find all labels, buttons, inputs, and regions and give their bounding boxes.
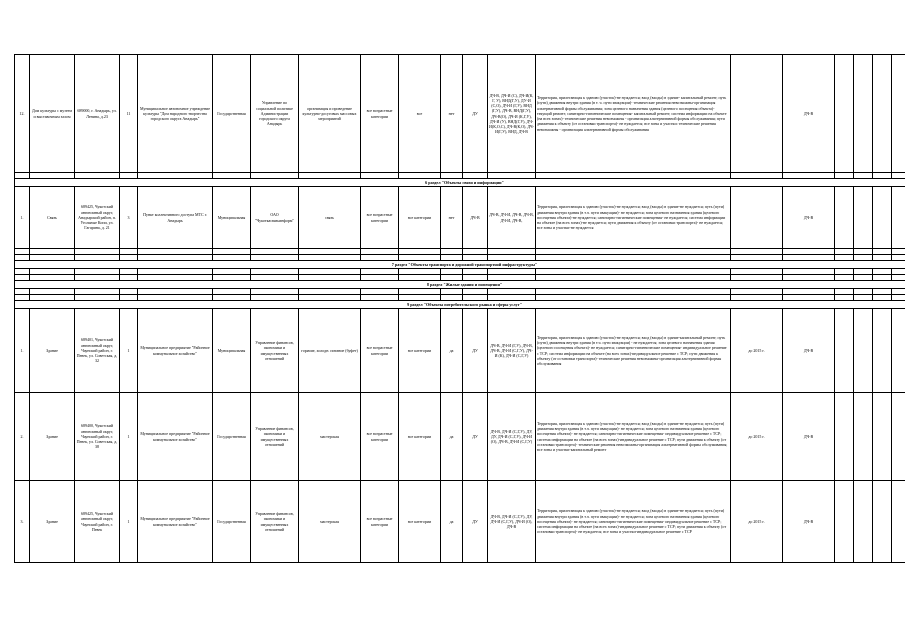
object-type: Здание	[30, 393, 75, 481]
organization-name: Муниципальное предприятие "Районное коммунальное хозяйство"	[138, 393, 213, 481]
zone-states: ДЧ-В, ДЧ-И (С), ДЧ-И(К, Г, У), ВНД(Г,У), ДУ-И (С,О), ДЧ-И (Г,У), ВНД (Г,У), ДЧ-В, ВНД(Г,У), ДЧ-В(О), ДЧ-И (К,Г,У), ДЧ-И (У), ВНД(Г,У), ДЧ-И(К,О,С), ДЧ-В(К,О), ДЧ-И(Г,У), ВНД, ДЧ-В	[488, 55, 536, 173]
expected-result: ДЧ-В	[783, 481, 835, 563]
object-type: Здание	[30, 481, 75, 563]
age-category: все возрастные категории	[361, 55, 399, 173]
adaptation-term: до 2015 г.	[731, 481, 783, 563]
object-address: 689425, Чукотский автономный округ, Анадырский район, п. Угольные Копи, ул. Гагарина, д. 21	[75, 187, 120, 249]
access-status: ДУ	[463, 393, 488, 481]
adaptation-description: Территория, прилегающая к зданию (участок)-не нуждается; вход (входы) в здание-не нуждается; путь (пути) движения внутри здания (в т.ч. пути эвакуации)- не нуждается; зона целевого назначения здания (целевого посещения объекта)-не нуждается; санитарно-гигиенические помещения- не нуждается; система информации на объекте (на всех зонах)-не нуждается; пути движения к объекту (от остановки транспорта)- не нуждается; все зоны и участки-не нуждается	[536, 187, 731, 249]
ownership-form: Государственная	[213, 393, 251, 481]
row-number: 1.	[15, 187, 30, 249]
adaptation-description: Территория, прилегающая к зданию (участок)-не нуждается; вход (входы) в здание-не нуждается; путь (пути) движения внутри здания (в т.ч. пути эвакуации)- не нуждается; зона целевого назначения здания (целевого посещения объекта)- не нуждается; санитарно-гигиенические помещения- индивидуальное решение с ТСР; система информации на объекте (на всех зонах)-индивидуальное решение с ТСР; пути движения к объекту (от остановки транспорта)- технические решения невозможны-организация альтернативной формы обслуживания; все зоны и участки-капитальный ремонт	[536, 393, 731, 481]
accessibility-register-table	[14, 54, 905, 563]
access-status: ДЧ-В	[463, 187, 488, 249]
access-status: ДУ	[463, 309, 488, 393]
adaptation-description: Территория, прилегающая к зданию (участок)-не нуждается; вход (входы) в здание-капитальный ремонт; путь (пути) движения внутри здания (в т.ч. пути эвакуации) - не нуждается; зона целевого назначения здания (целевого посещения объекта)- не нуждается; санитарно-гигиенические помещения- индивидуальное решение с ТСР; система информации на объекте (на всех зонах)-индивидуальное решение с ТСР; пути движения к объекту (от остановки транспорта)- технические решения невозможны-организация альтернативной формы обслуживания	[536, 309, 731, 393]
user-category: все категории	[399, 481, 441, 563]
user-category: все категории	[399, 309, 441, 393]
object-type: Дом культуры с музеем и выставочным залом	[30, 55, 75, 173]
service-type: мастерская	[299, 393, 361, 481]
object-address: 689425, Чукотский автономный округ, Чаунский район, г. Певек	[75, 481, 120, 563]
object-count: 1	[120, 481, 138, 563]
expected-result: ДЧ-В	[783, 309, 835, 393]
row-number: 12.	[15, 55, 30, 173]
participation-flag: нет	[441, 187, 463, 249]
expected-result: ДЧ-В	[783, 187, 835, 249]
service-type: связь	[299, 187, 361, 249]
expected-result: ДЧ-В	[783, 55, 835, 173]
object-count: 3	[120, 187, 138, 249]
object-type: Здание	[30, 309, 75, 393]
section-header	[15, 301, 905, 309]
ownership-form: Государственная	[213, 55, 251, 173]
organization-name: Муниципальное предприятие "Районное коммунальное хозяйство"	[138, 481, 213, 563]
user-category: все категории	[399, 187, 441, 249]
section-8-title: 8 раздел "Жилые здания и помещения"	[15, 281, 905, 289]
access-status: ДУ	[463, 481, 488, 563]
adaptation-term	[731, 55, 783, 173]
table-row	[15, 55, 905, 173]
section-header	[15, 179, 905, 187]
section-header	[15, 281, 905, 289]
section-9-title: 9 раздел "Объекты потребительского рынка и сферы услуг"	[15, 301, 905, 309]
subordination: Управление финансов, экономики и имущественных отношений	[251, 393, 299, 481]
service-type: мастерская	[299, 481, 361, 563]
adaptation-description: Территория, прилегающая к зданию (участок)-не нуждается; вход (входы) в здание-не нуждается; путь (пути) движения внутри здания (в т.ч. пути эвакуации)- не нуждается; зона целевого назначения здания (целевого посещения объекта)- не нуждается; санитарно-гигиенические помещения- индивидуальное решение с ТСР; система информации на объекте (на всех зонах)-индивидуальное решение с ТСР; пути движения к объекту (от остановки транспорта)- не нуждается; все зоны и участки-индивидуальное решение с ТСР	[536, 481, 731, 563]
expected-result: ДЧ-В	[783, 393, 835, 481]
section-7-title: 7 раздел "Объекты транспорта и дорожной транспортной инфраструктуры"	[15, 261, 905, 269]
ownership-form: Муниципальная	[213, 309, 251, 393]
ownership-form: Муниципальная	[213, 187, 251, 249]
participation-flag: нет	[441, 55, 463, 173]
access-status: ДУ	[463, 55, 488, 173]
age-category: все возрастные категории	[361, 393, 399, 481]
organization-name: Муниципальное предприятие "Районное коммунальное хозяйство"	[138, 309, 213, 393]
adaptation-term: до 2015 г.	[731, 393, 783, 481]
zone-states: ДЧ-В, ДЧ-И, ДЧ-В, ДЧ-В, ДЧ-И, ДЧ-В,	[488, 187, 536, 249]
service-type: организация и проведение культурно-досуговых массовых мероприятий	[299, 55, 361, 173]
object-address: 689400, Чукотский автономный округ, Чаунский район, г. Певек, ул. Советская, д. 38	[75, 393, 120, 481]
user-category: все категории	[399, 393, 441, 481]
table-row	[15, 481, 905, 563]
table-row	[15, 309, 905, 393]
zone-states: ДЧ-В, ДЧ-И (С,Г,У), ДУ, ДУ, ДЧ-И (С,Г,У), ДЧ-И (О), ДЧ-В, ДЧ-И (С,Г,У)	[488, 393, 536, 481]
object-address: 689401, Чукотский автономный округ, Чаунский район, г. Певек, ул. Советская, д. 32	[75, 309, 120, 393]
object-address: 689000, г. Анадырь, ул. Ленина, д.23	[75, 55, 120, 173]
object-count: 1	[120, 393, 138, 481]
participation-flag: да	[441, 481, 463, 563]
adaptation-description: Территория, прилегающая к зданию (участок)-не нуждается; вход (входы) в здание- капитальный ремонт; путь (пути) движения внутри здания (в т. ч. пути эвакуации)- технические решения невозможны-организация альтернативной формы обслуживания; зона целевого назначения здания (целевого посещения объекта)- текущий ремонт; санитарно-гигиенические помещения- капитальный ремонт; система информации на объекте (на всех зонах)- технические решения невозможны - организация альтернативной формы обслуживания; пути движения к объекту (от остановки транспорта)- не нуждается; все зоны и участки: технические решения невозможны - организация альтернативной формы обслуживания	[536, 55, 731, 173]
participation-flag: да	[441, 309, 463, 393]
section-6-title: 6 раздел "Объекты связи и информации"	[15, 179, 905, 187]
subordination: Управление по социальной политике Администрации городского округа Анадырь	[251, 55, 299, 173]
zone-states: ДЧ-В, ДЧ-И (Г,У), ДЧ-В, ДЧ-В, ДЧ-И (С,Г,У), ДЧ-И (К), ДЧ-И (С,Г,У)	[488, 309, 536, 393]
participation-flag: да	[441, 393, 463, 481]
section-header	[15, 261, 905, 269]
organization-name: Муниципальное автономное учреждение культуры "Дом народного творчества городского округа Анадырь"	[138, 55, 213, 173]
object-count: 1	[120, 309, 138, 393]
subordination: ОАО "Чукоткасвязьинформ"	[251, 187, 299, 249]
row-number: 2.	[15, 393, 30, 481]
adaptation-term: до 2015 г.	[731, 309, 783, 393]
subordination: Управление финансов, экономики и имущественных отношений	[251, 309, 299, 393]
subordination: Управление финансов, экономики и имущественных отношений	[251, 481, 299, 563]
row-number: 3.	[15, 481, 30, 563]
table-row	[15, 187, 905, 249]
adaptation-term	[731, 187, 783, 249]
age-category: все возрастные категории	[361, 481, 399, 563]
user-category: все	[399, 55, 441, 173]
table-row	[15, 393, 905, 481]
zone-states: ДЧ-В, ДЧ-И (С,Г,У), ДУ, ДЧ-И (С,Г,У), ДЧ-И (О), ДЧ-В	[488, 481, 536, 563]
service-type: горячие, холодн. питание (буфет)	[299, 309, 361, 393]
age-category: все возрастные категории	[361, 309, 399, 393]
age-category: все возрастные категории	[361, 187, 399, 249]
organization-name: Пункт коллективного доступа МТС г. Анадырь	[138, 187, 213, 249]
ownership-form: Государственная	[213, 481, 251, 563]
object-count: 11	[120, 55, 138, 173]
object-type: Связь	[30, 187, 75, 249]
row-number: 1.	[15, 309, 30, 393]
